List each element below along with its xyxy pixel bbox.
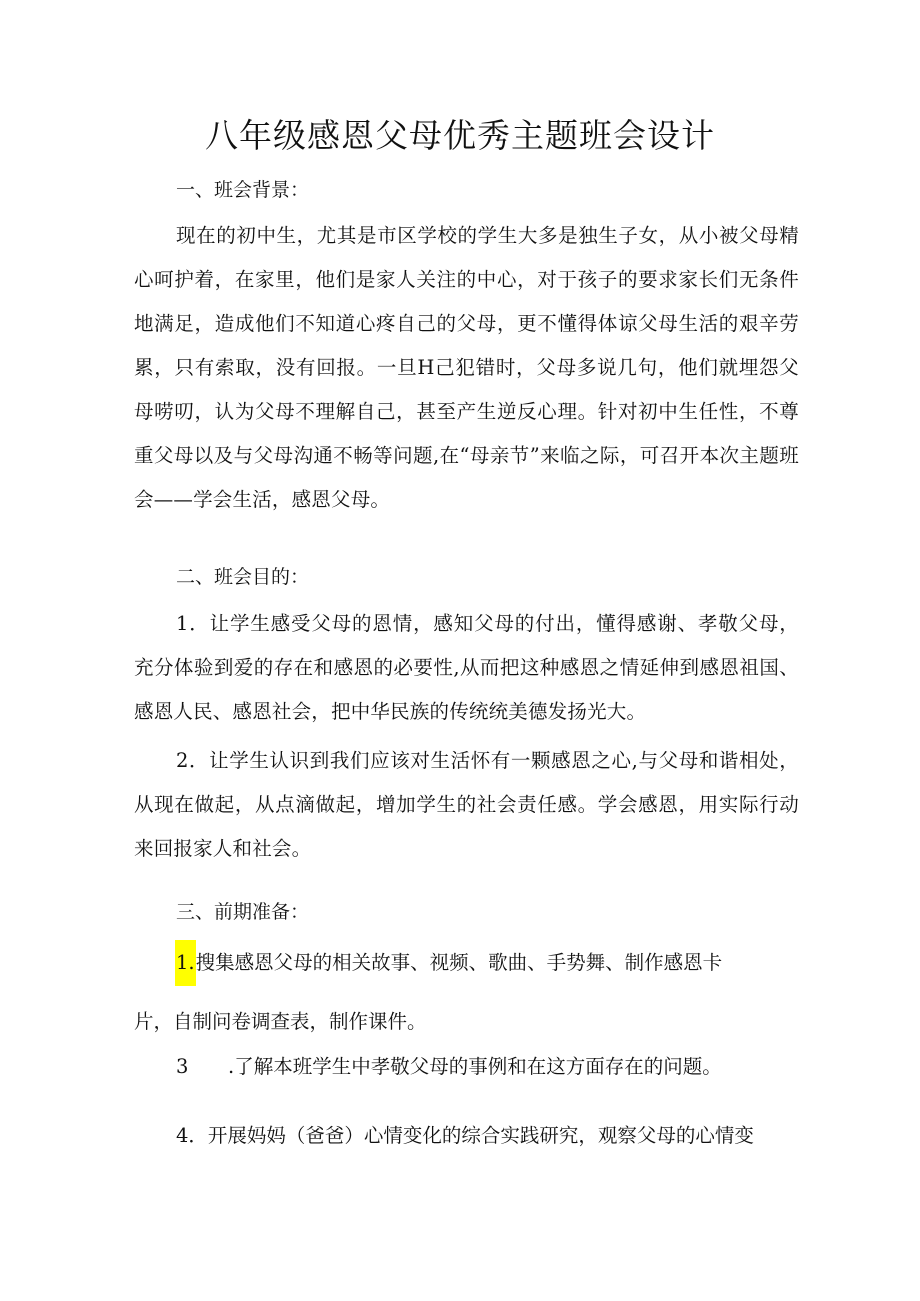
preparation-item-3-text: .了解本班学生中孝敬父母的事例和在这方面存在的问题。 [228,1055,722,1078]
preparation-item-1-continuation: 片，自制问卷调查表，制作课件。 [134,1010,427,1033]
highlighted-number: 1. [175,940,196,986]
paragraph-background: 现在的初中生，尤其是市区学校的学生大多是独生子女，从小被父母精心呵护着，在家里，他们是家人关注的中心，对于孩子的要求家长们无条件地满足，造成他们不知道心疼自己的父母，更不懂得体谅父母生活的艰辛劳累，只有索取，没有回报。一旦H己犯错时，父母多说几句，他们就埋怨父母唠叨，认为父母不理解自己，甚至产生逆反心理。针对初中生任性，不尊重父母以及与父母沟通不畅等问题,在“母亲节”来临之际，可召开本次主题班会——学会生活，感恩父母。 [134,224,799,511]
preparation-item-3 [176,1052,722,1082]
page-title: 八年级感恩父母优秀主题班会设计 [205,116,715,155]
preparation-item-3-number: 3 [176,1055,189,1078]
preparation-item-1-text: 搜集感恩父母的相关故事、视频、歌曲、手势舞、制作感恩卡 [195,951,723,974]
section-heading-background: 一、班会背景： [176,179,310,201]
paragraph-purpose-2: 2．让学生认识到我们应该对生活怀有一颗感恩之心,与父母和谐相处，从现在做起，从点滴做起，增加学生的社会责任感。学会感恩，用实际行动来回报家人和社会。 [134,749,799,860]
preparation-item-1 [175,940,722,986]
paragraph-purpose-1: 1．让学生感受父母的恩情，感知父母的付出，懂得感谢、孝敬父母，充分体验到爱的存在和感恩的必要性,从而把这种感恩之情延伸到感恩祖国、感恩人民、感恩社会，把中华民族的传统统美德发扬光大。 [134,612,799,723]
section-heading-purpose: 二、班会目的： [176,566,310,588]
preparation-item-4: 4．开展妈妈（爸爸）心情变化的综合实践研究，观察父母的心情变 [176,1124,754,1147]
section-heading-preparation: 三、前期准备： [176,901,310,923]
